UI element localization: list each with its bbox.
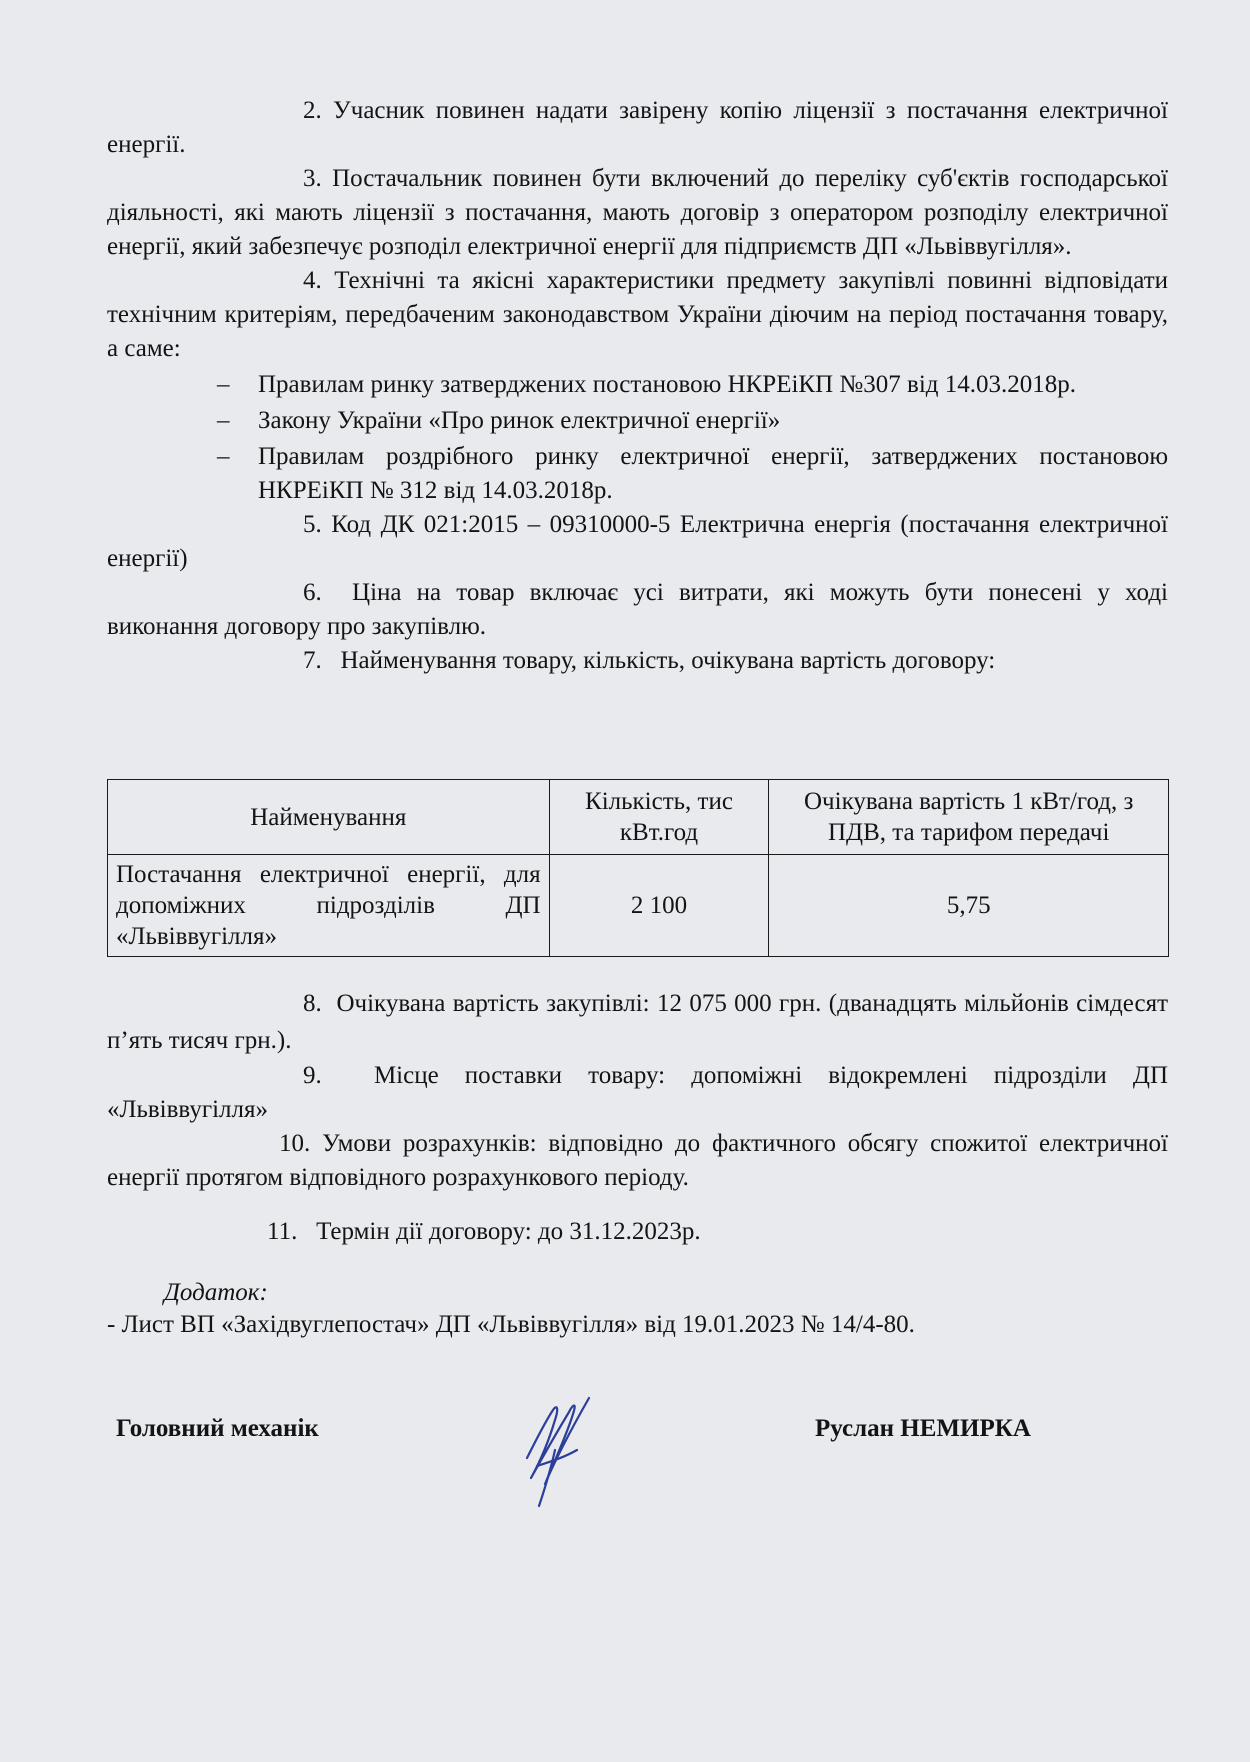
requirements-section <box>107 94 1168 678</box>
column-header-name: Найменування <box>108 780 550 855</box>
item-9: 9. Місце поставки товару: допоміжні відокремлені підрозділи ДП «Львіввугілля» <box>107 1062 1169 1123</box>
item-8: 8. Очікувана вартість закупівлі: 12 075 000 грн. (дванадцять мільйонів сімдесят п’ять тисяч грн.). <box>107 990 1169 1054</box>
goods-table <box>107 779 1169 957</box>
column-header-price: Очікувана вартість 1 кВт/год, з ПДВ, та тарифом передачі <box>769 780 1169 855</box>
signatory-name: Руслан НЕМИРКА <box>815 1415 1031 1442</box>
list-item: – Закону України «Про ринок електричної енергії» <box>217 407 781 434</box>
handwritten-signature <box>515 1380 605 1510</box>
item-10: 10. Умови розрахунків: відповідно до фактичного обсягу спожитої електричної енергії протягом відповідного розрахункового періоду. <box>107 1130 1168 1191</box>
appendix-item: - Лист ВП «Західвуглепостач» ДП «Львіввугілля» від 19.01.2023 № 14/4-80. <box>107 1311 915 1338</box>
legal-criteria-list <box>107 368 1168 508</box>
list-item: – Правилам ринку затверджених постановою НКРЕіКП №307 від 14.03.2018р. <box>217 371 1076 398</box>
cell-name: Постачання електричної енергії, для допоміжних підрозділів ДП «Львіввугілля» <box>108 855 550 957</box>
item-4: 4. Технічні та якісні характеристики предмету закупівлі повинні відповідати технічним критеріям, передбаченим законодавством України діючим на період постачання товару, а саме: <box>107 267 1169 362</box>
terms-section <box>107 985 1168 1250</box>
cell-quantity: 2 100 <box>549 855 769 957</box>
item-5: 5. Код ДК 021:2015 – 09310000-5 Електрична енергія (постачання електричної енергії) <box>107 511 1168 572</box>
item-6: 6. Ціна на товар включає усі витрати, які можуть бути понесені у ході виконання договору про закупівлю. <box>107 579 1168 640</box>
list-item: – Правилам роздрібного ринку електричної енергії, затверджених постановою НКРЕіКП № 312 від 14.03.2018р. <box>217 443 1168 504</box>
signatory-position: Головний механік <box>116 1415 319 1442</box>
item-3: 3. Постачальник повинен бути включений до переліку суб'єктів господарської діяльності, які мають ліцензії з постачання, мають договір з оператором розподілу електричної енергії, який забезпечує розподіл електричної енергії для підприємств ДП «Львіввугілля». <box>107 165 1168 260</box>
item-7: 7. Найменування товару, кількість, очікувана вартість договору: <box>303 647 996 674</box>
item-11: 11. Термін дії договору: до 31.12.2023р. <box>267 1218 701 1245</box>
table-row <box>108 855 1169 957</box>
cell-price: 5,75 <box>769 855 1169 957</box>
column-header-quantity: Кількість, тис кВт.год <box>549 780 769 855</box>
appendix-title: Додаток: <box>164 1279 268 1306</box>
item-2: 2. Учасник повинен надати завірену копію ліцензії з постачання електричної енергії. <box>107 97 1168 158</box>
table-header-row <box>108 780 1169 855</box>
